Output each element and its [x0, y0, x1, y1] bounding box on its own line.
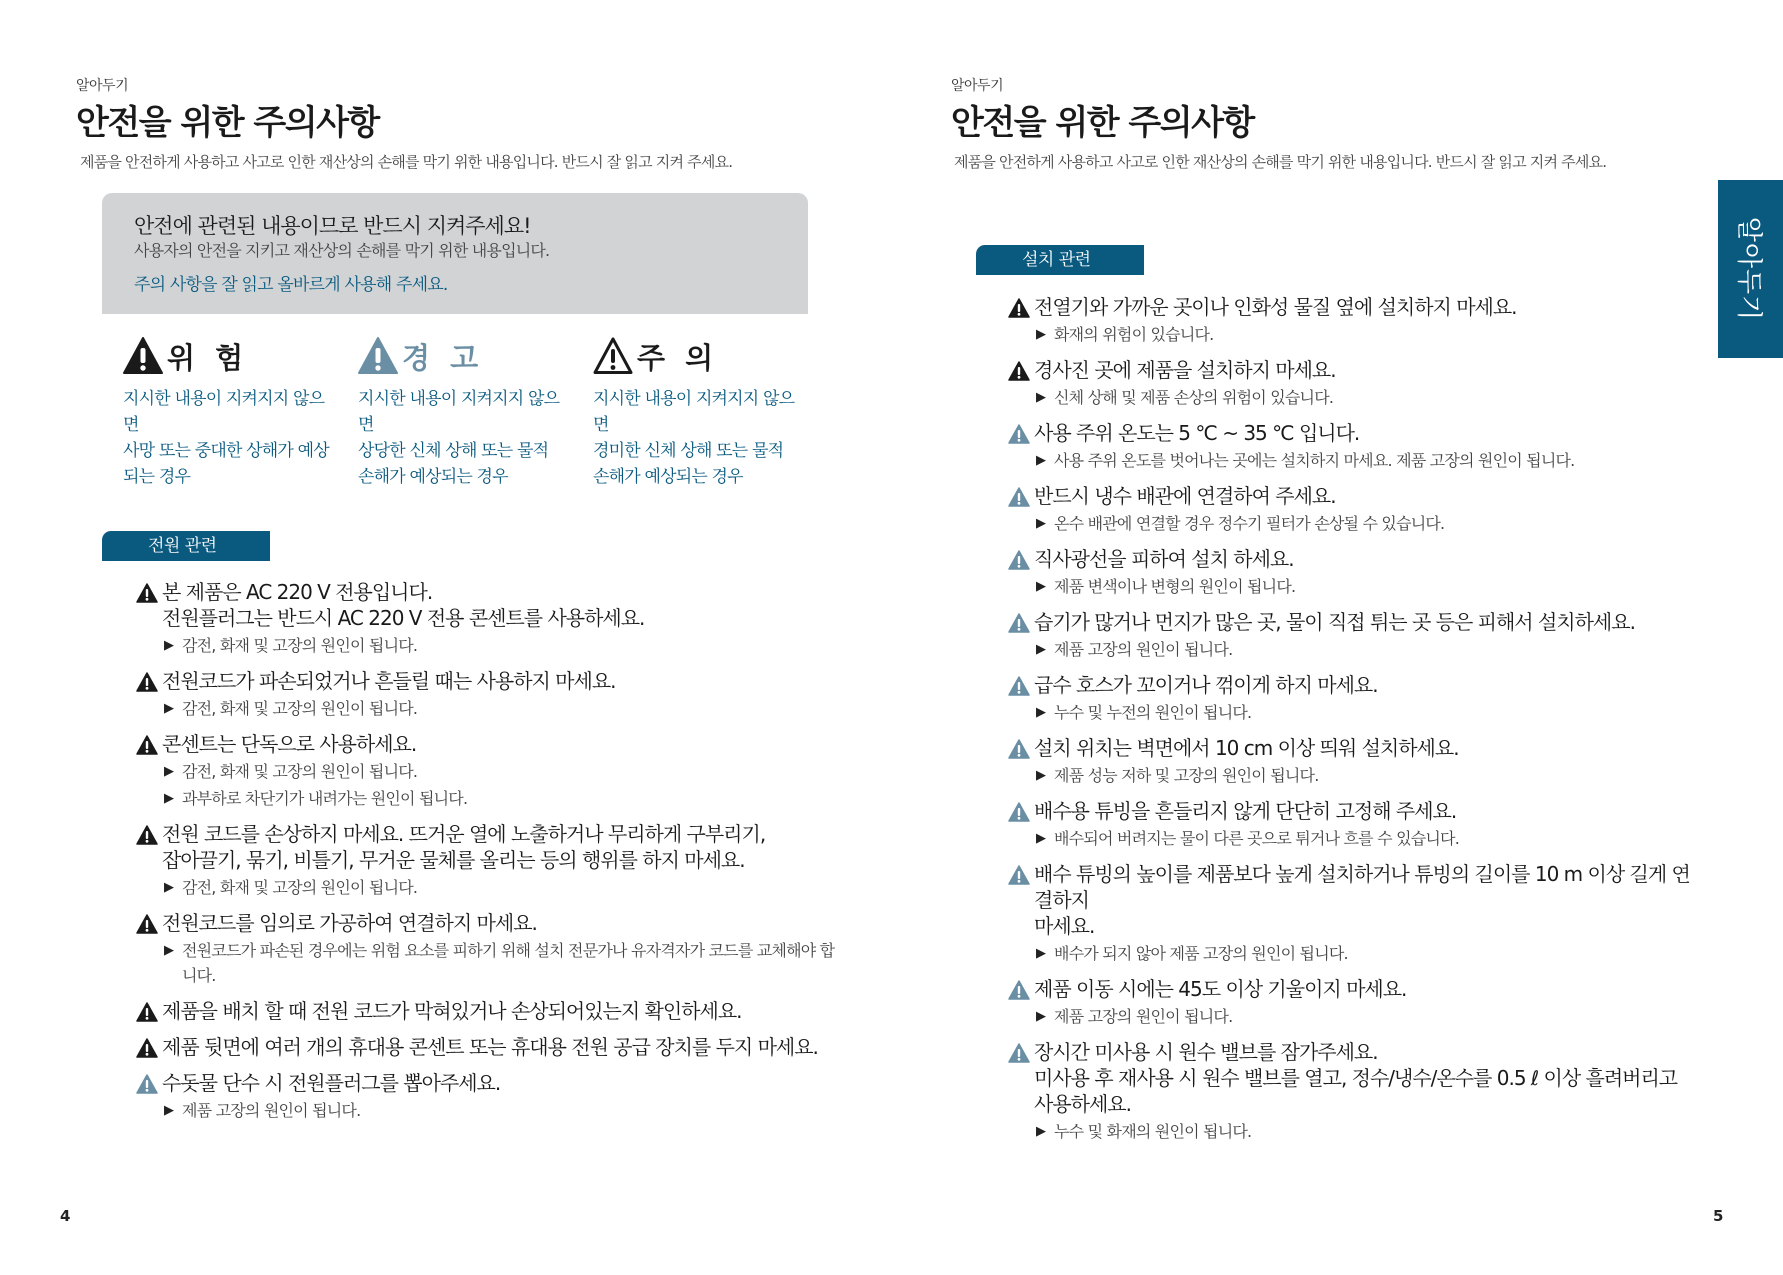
item-subtext-label: 배수가 되지 않아 제품 고장의 원인이 됩니다. [1054, 944, 1348, 963]
arrow-icon: ▶ [1036, 327, 1046, 342]
list-item [1008, 861, 1708, 966]
danger-icon [123, 337, 163, 375]
item-text: 미사용 후 재사용 시 원수 밸브를 열고, 정수/냉수/온수를 0.5 ℓ 이상 흘려버리고 [1034, 1066, 1678, 1090]
level-desc-line: 손해가 예상되는 경우 [593, 467, 743, 487]
item-text: 제품 이동 시에는 45도 이상 기울이지 마세요. [1034, 977, 1407, 1001]
item-subtext-label: 온수 배관에 연결할 경우 정수기 필터가 손상될 수 있습니다. [1054, 514, 1445, 533]
item-subtext [1034, 385, 1708, 410]
item-subtext [1034, 941, 1708, 966]
danger-icon [136, 1002, 158, 1022]
arrow-icon: ▶ [164, 791, 174, 806]
list-item [136, 910, 836, 988]
level-name-danger: 위 험 [167, 340, 249, 375]
item-subtext [1034, 700, 1708, 725]
level-name-caution: 주 의 [637, 340, 719, 375]
item-subtext-label: 과부하로 차단기가 내려가는 원인이 됩니다. [182, 789, 468, 808]
install-items-list [1008, 294, 1708, 1154]
right-page [891, 0, 1783, 1275]
item-text: 경사진 곳에 제품을 설치하지 마세요. [1034, 358, 1336, 382]
list-item [1008, 672, 1708, 725]
item-text: 설치 위치는 벽면에서 10 cm 이상 띄워 설치하세요. [1034, 736, 1459, 760]
item-subtext-label: 화재의 위험이 있습니다. [1054, 325, 1214, 344]
side-tab [1718, 180, 1783, 358]
arrow-icon: ▶ [164, 880, 174, 895]
page-subtitle: 제품을 안전하게 사용하고 사고로 인한 재산상의 손해를 막기 위한 내용입니다. 반드시 잘 읽고 지켜 주세요. [954, 153, 1607, 171]
item-text: 잡아끌기, 묶기, 비틀기, 무거운 물체를 올리는 등의 행위를 하지 마세요. [162, 848, 745, 872]
arrow-icon: ▶ [1036, 642, 1046, 657]
list-item [136, 821, 836, 900]
side-tab-label: 알아두기 [1733, 216, 1763, 322]
item-text: 배수 튜빙의 높이를 제품보다 높게 설치하거나 튜빙의 길이를 10 m 이상 길게 연결하지 [1034, 862, 1690, 912]
arrow-icon: ▶ [1036, 1009, 1046, 1024]
notice-heading: 안전에 관련된 내용이므로 반드시 지켜주세요! [134, 214, 531, 238]
warning-icon [1008, 865, 1030, 885]
warning-icon [1008, 487, 1030, 507]
item-text: 급수 호스가 꼬이거나 꺾이게 하지 마세요. [1034, 673, 1378, 697]
level-desc-line: 지시한 내용이 지켜지지 않으면 [358, 389, 560, 435]
item-text: 전열기와 가까운 곳이나 인화성 물질 옆에 설치하지 마세요. [1034, 295, 1517, 319]
arrow-icon: ▶ [1036, 516, 1046, 531]
item-subtext-label: 제품 성능 저하 및 고장의 원인이 됩니다. [1054, 766, 1319, 785]
item-subtext-label: 전원코드가 파손된 경우에는 위험 요소를 피하기 위해 설치 전문가나 유자격자가 코드를 교체해야 합니다. [182, 941, 835, 985]
warning-icon [1008, 676, 1030, 696]
tab-power-label: 전원 관련 [148, 536, 217, 556]
page-subtitle: 제품을 안전하게 사용하고 사고로 인한 재산상의 손해를 막기 위한 내용입니다. 반드시 잘 읽고 지켜 주세요. [80, 153, 733, 171]
level-desc-line: 경미한 신체 상해 또는 물적 [593, 441, 784, 461]
item-text: 마세요. [1034, 914, 1095, 938]
arrow-icon: ▶ [1036, 768, 1046, 783]
item-subtext-label: 감전, 화재 및 고장의 원인이 됩니다. [182, 762, 418, 781]
item-subtext [1034, 448, 1708, 473]
warning-icon [1008, 739, 1030, 759]
section-label: 알아두기 [76, 78, 129, 94]
list-item [136, 731, 836, 811]
warning-icon [1008, 550, 1030, 570]
caution-icon [593, 337, 633, 375]
item-subtext [1034, 322, 1708, 347]
notice-line-2: 주의 사항을 잘 읽고 올바르게 사용해 주세요. [134, 275, 448, 295]
list-item [136, 1070, 836, 1123]
danger-icon [136, 825, 158, 845]
level-desc-line: 상당한 신체 상해 또는 물적 [358, 441, 549, 461]
level-warning [358, 336, 568, 490]
level-danger [123, 336, 333, 490]
warning-icon [136, 1074, 158, 1094]
danger-icon [1008, 361, 1030, 381]
danger-icon [136, 583, 158, 603]
tab-install-label: 설치 관련 [1022, 250, 1091, 270]
level-desc-line: 되는 경우 [123, 467, 191, 487]
list-item [136, 998, 836, 1024]
level-name-warning: 경 고 [402, 340, 484, 375]
item-subtext-label: 배수되어 버려지는 물이 다른 곳으로 튀거나 흐를 수 있습니다. [1054, 829, 1459, 848]
left-page [0, 0, 891, 1275]
item-text: 본 제품은 AC 220 V 전용입니다. [162, 580, 433, 604]
item-subtext [162, 786, 836, 811]
arrow-icon: ▶ [164, 764, 174, 779]
list-item [1008, 976, 1708, 1029]
warning-icon [1008, 802, 1030, 822]
item-subtext [162, 696, 836, 721]
list-item [1008, 798, 1708, 851]
item-text: 전원 코드를 손상하지 마세요. 뜨거운 열에 노출하거나 무리하게 구부리기, [162, 822, 766, 846]
item-subtext-label: 감전, 화재 및 고장의 원인이 됩니다. [182, 699, 418, 718]
item-subtext [1034, 1119, 1708, 1144]
item-text: 습기가 많거나 먼지가 많은 곳, 물이 직접 튀는 곳 등은 피해서 설치하세요. [1034, 610, 1635, 634]
item-subtext [162, 938, 836, 988]
item-text: 전원코드가 파손되었거나 흔들릴 때는 사용하지 마세요. [162, 669, 616, 693]
item-subtext [162, 1098, 836, 1123]
list-item [1008, 294, 1708, 347]
item-subtext-label: 제품 변색이나 변형의 원인이 됩니다. [1054, 577, 1296, 596]
item-subtext-label: 신체 상해 및 제품 손상의 위험이 있습니다. [1054, 388, 1334, 407]
item-subtext [162, 875, 836, 900]
page-title: 안전을 위한 주의사항 [76, 103, 379, 143]
notice-line-1: 사용자의 안전을 지키고 재산상의 손해를 막기 위한 내용입니다. [134, 241, 550, 260]
item-subtext [162, 633, 836, 658]
arrow-icon: ▶ [1036, 1124, 1046, 1139]
list-item [136, 579, 836, 658]
list-item [136, 668, 836, 721]
item-text: 사용 주위 온도는 5 ℃ ~ 35 ℃ 입니다. [1034, 421, 1360, 445]
warning-icon [1008, 424, 1030, 444]
section-label: 알아두기 [951, 78, 1004, 94]
arrow-icon: ▶ [1036, 453, 1046, 468]
item-text: 콘센트는 단독으로 사용하세요. [162, 732, 417, 756]
item-text: 반드시 냉수 배관에 연결하여 주세요. [1034, 484, 1336, 508]
list-item [1008, 420, 1708, 473]
tab-power [102, 531, 270, 561]
list-item [1008, 546, 1708, 599]
item-subtext [1034, 826, 1708, 851]
item-text: 제품을 배치 할 때 전원 코드가 막혀있거나 손상되어있는지 확인하세요. [162, 999, 742, 1023]
page-title: 안전을 위한 주의사항 [951, 103, 1254, 143]
danger-icon [1008, 298, 1030, 318]
item-text: 전원플러그는 반드시 AC 220 V 전용 콘센트를 사용하세요. [162, 606, 645, 630]
item-subtext-label: 누수 및 누전의 원인이 됩니다. [1054, 703, 1252, 722]
item-subtext-label: 누수 및 화재의 원인이 됩니다. [1054, 1122, 1252, 1141]
notice-box [102, 193, 808, 314]
level-desc-line: 사망 또는 중대한 상해가 예상 [123, 441, 329, 461]
arrow-icon: ▶ [164, 1103, 174, 1118]
danger-icon [136, 735, 158, 755]
arrow-icon: ▶ [1036, 831, 1046, 846]
danger-icon [136, 672, 158, 692]
item-subtext-label: 제품 고장의 원인이 됩니다. [182, 1101, 361, 1120]
list-item [1008, 357, 1708, 410]
power-items-list [136, 579, 836, 1133]
tab-install [976, 245, 1144, 275]
item-subtext [1034, 763, 1708, 788]
arrow-icon: ▶ [164, 701, 174, 716]
item-subtext-label: 감전, 화재 및 고장의 원인이 됩니다. [182, 636, 418, 655]
item-subtext [162, 759, 836, 784]
list-item [1008, 483, 1708, 536]
item-subtext-label: 사용 주위 온도를 벗어나는 곳에는 설치하지 마세요. 제품 고장의 원인이 됩니다. [1054, 451, 1575, 470]
item-subtext-label: 감전, 화재 및 고장의 원인이 됩니다. [182, 878, 418, 897]
warning-icon [1008, 980, 1030, 1000]
item-subtext [1034, 1004, 1708, 1029]
danger-icon [136, 1038, 158, 1058]
item-text: 장시간 미사용 시 원수 밸브를 잠가주세요. [1034, 1040, 1378, 1064]
page-number: 4 [60, 1207, 71, 1225]
arrow-icon: ▶ [1036, 946, 1046, 961]
item-text: 수돗물 단수 시 전원플러그를 뽑아주세요. [162, 1071, 501, 1095]
level-desc-line: 지시한 내용이 지켜지지 않으면 [593, 389, 795, 435]
warning-icon [1008, 613, 1030, 633]
level-desc-line: 지시한 내용이 지켜지지 않으면 [123, 389, 325, 435]
list-item [1008, 735, 1708, 788]
list-item [1008, 609, 1708, 662]
warning-icon [1008, 1043, 1030, 1063]
level-caution [593, 336, 803, 490]
item-subtext [1034, 637, 1708, 662]
item-subtext [1034, 574, 1708, 599]
item-text: 제품 뒷면에 여러 개의 휴대용 콘센트 또는 휴대용 전원 공급 장치를 두지 마세요. [162, 1035, 818, 1059]
item-text: 사용하세요. [1034, 1092, 1131, 1116]
item-subtext-label: 제품 고장의 원인이 됩니다. [1054, 640, 1233, 659]
page-number: 5 [1713, 1207, 1724, 1225]
item-subtext [1034, 511, 1708, 536]
item-text: 직사광선을 피하여 설치 하세요. [1034, 547, 1294, 571]
item-subtext-label: 제품 고장의 원인이 됩니다. [1054, 1007, 1233, 1026]
item-text: 전원코드를 임의로 가공하여 연결하지 마세요. [162, 911, 537, 935]
danger-icon [136, 914, 158, 934]
arrow-icon: ▶ [164, 943, 174, 958]
arrow-icon: ▶ [1036, 579, 1046, 594]
list-item [136, 1034, 836, 1060]
arrow-icon: ▶ [1036, 390, 1046, 405]
list-item [1008, 1039, 1708, 1144]
level-desc-line: 손해가 예상되는 경우 [358, 467, 508, 487]
arrow-icon: ▶ [164, 638, 174, 653]
warning-icon [358, 337, 398, 375]
arrow-icon: ▶ [1036, 705, 1046, 720]
item-text: 배수용 튜빙을 흔들리지 않게 단단히 고정해 주세요. [1034, 799, 1457, 823]
